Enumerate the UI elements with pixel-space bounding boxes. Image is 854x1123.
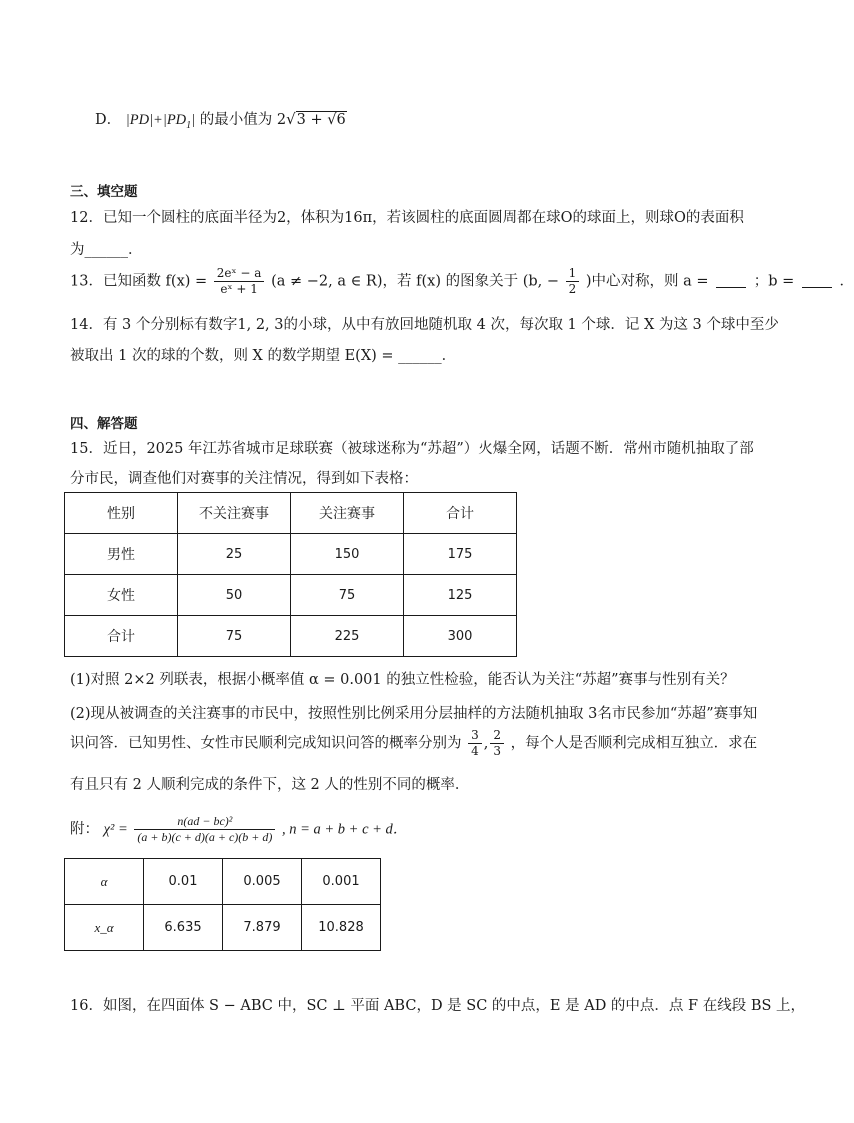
table-cell: 50: [178, 575, 291, 616]
q13-blank-a: [716, 273, 746, 288]
q12-line1: 12．已知一个圆柱的底面半径为2，体积为16π，若该圆柱的底面圆周都在球O的球面上，则球O的表面积: [70, 210, 744, 226]
q13-half: $\frac{1}{2}$: [566, 266, 580, 297]
table-header-row: [65, 493, 517, 534]
table-cell: 75: [291, 575, 404, 616]
table-cell: 25: [178, 534, 291, 575]
q15-part2-line2: 识问答．已知男性、女性市民顺利完成知识问答的概率分别为 $\frac{3}{4}$ , $\frac{2}{3}$ ，每个人是否顺利完成相互独立．求在: [70, 728, 758, 758]
option-d-text: 的最小值为: [199, 112, 273, 128]
q12-line2: 为______．: [70, 242, 143, 258]
table-cell: 7.879: [223, 905, 302, 951]
table-header-cell: 性别: [65, 493, 178, 534]
q13-blank-b: [802, 273, 832, 288]
option-d-label: D．: [95, 112, 122, 128]
appendix-label: 附：: [70, 821, 99, 838]
q13-sep: ；b =: [753, 273, 795, 290]
section-3-title: 三、填空题: [70, 184, 138, 200]
table-cell: 175: [404, 534, 517, 575]
table-row: [65, 534, 517, 575]
table-cell: 225: [291, 616, 404, 657]
q13: [70, 266, 854, 297]
table-row: [65, 616, 517, 657]
chi-tail: , n = a + b + c + d．: [281, 821, 408, 838]
q15-line2: 分市民，调查他们对赛事的关注情况，得到如下表格：: [70, 471, 418, 487]
table-cell: 10.828: [302, 905, 381, 951]
table-cell: 女性: [65, 575, 178, 616]
table-cell: 300: [404, 616, 517, 657]
table-cell: 0.001: [302, 859, 381, 905]
table-header-cell: 关注赛事: [291, 493, 404, 534]
table-header-cell: 合计: [404, 493, 517, 534]
prob-female: $\frac{2}{3}$: [490, 728, 504, 759]
q14-line1: 14．有 3 个分别标有数字1, 2, 3的小球，从中有放回地随机取 4 次，每次取 1 个球．记 X 为这 3 个球中至少: [70, 317, 779, 333]
q14-line2: 被取出 1 次的球的个数，则 X 的数学期望 E(X) = ______．: [70, 348, 457, 364]
table-row: [65, 859, 381, 905]
q13-end: ．: [839, 273, 854, 290]
table-cell: 75: [178, 616, 291, 657]
q13-tail: )中心对称，则 a =: [585, 273, 709, 290]
q16-line1: 16．如图，在四面体 S − ABC 中，SC ⊥ 平面 ABC，D 是 SC 的中点，E 是 AD 的中点．点 F 在线段 BS 上，: [70, 998, 806, 1014]
reference-table: [64, 858, 381, 951]
q13-prefix: 13．已知函数 f(x) =: [70, 273, 208, 290]
chi-lhs: χ² =: [103, 821, 128, 838]
table-cell: 男性: [65, 534, 178, 575]
q13-fraction: [214, 266, 265, 297]
option-d: D． $|PD|+|PD_1|$ 的最小值为 2√3 + √6: [95, 110, 346, 131]
table-cell: x_α: [65, 905, 144, 951]
option-d-coef: 2: [276, 112, 287, 128]
q15-line1: 15．近日，2025 年江苏省城市足球联赛（被球迷称为“苏超”）火爆全网，话题不断．常州市随机抽取了部: [70, 441, 754, 457]
table-row: [65, 575, 517, 616]
q15-part2-line1: (2)现从被调查的关注赛事的市民中，按照性别比例采用分层抽样的方法随机抽取 3名市民参加“苏超”赛事知: [70, 706, 758, 722]
option-d-expr: $|PD|+|PD_1|$: [125, 112, 196, 131]
table-cell: 150: [291, 534, 404, 575]
appendix-formula: [70, 814, 407, 845]
q13-frac-num: 2eˣ − a: [214, 266, 265, 282]
table-cell: 6.635: [144, 905, 223, 951]
table-cell: 合计: [65, 616, 178, 657]
q15-part2-line3: 有且只有 2 人顺利完成的条件下，这 2 人的性别不同的概率．: [70, 777, 470, 793]
option-d-radicand: 3 + √6: [296, 112, 346, 128]
table-cell: α: [65, 859, 144, 905]
prob-male: $\frac{3}{4}$: [468, 728, 482, 759]
chi-fraction: $\frac{\text{n(ad − bc)²}}{(a + b)(c + d)(a + c)(b + d)}$: [134, 814, 275, 845]
q13-cond: (a ≠ −2, a ∈ R)，若 f(x) 的图象关于 (b, −: [271, 273, 560, 290]
q13-frac-den: eˣ + 1: [220, 282, 258, 296]
q15-part1: (1)对照 2×2 列联表，根据小概率值 α = 0.001 的独立性检验，能否认为关注“苏超”赛事与性别有关？: [70, 672, 735, 688]
table-header-cell: 不关注赛事: [178, 493, 291, 534]
table-row: [65, 905, 381, 951]
table-cell: 0.01: [144, 859, 223, 905]
section-4-title: 四、解答题: [70, 416, 138, 432]
contingency-table: [64, 492, 517, 657]
table-cell: 0.005: [223, 859, 302, 905]
table-cell: 125: [404, 575, 517, 616]
